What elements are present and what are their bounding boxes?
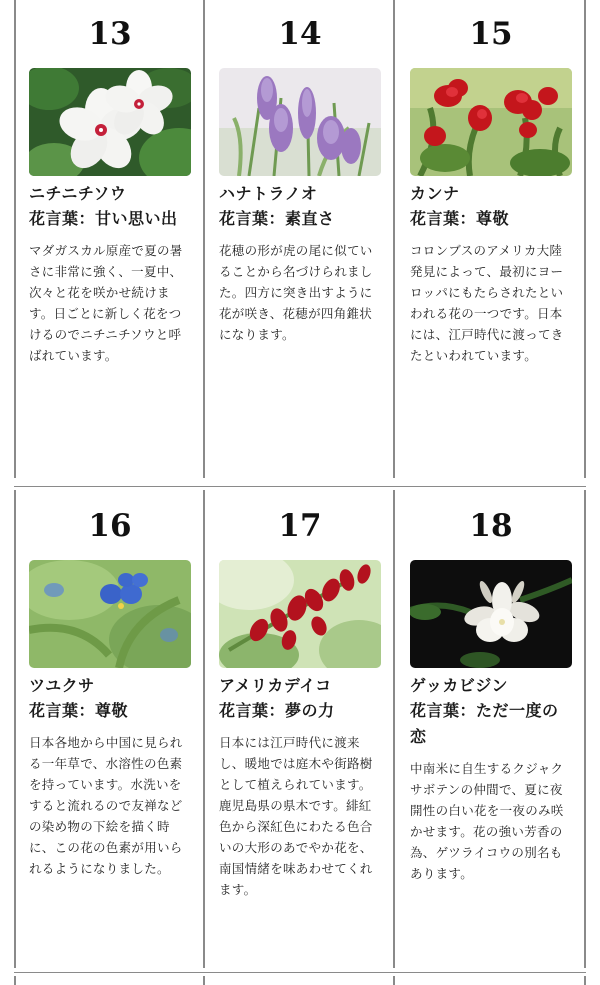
flower-name: ハナトラノオ <box>219 184 318 203</box>
flower-meaning: 花言葉：夢の力 <box>219 701 335 720</box>
flower-description: 花穂の形が虎の尾に似ていることから名づけられました。四方に突き出すように花が咲き、花穂が四角錐状になります。 <box>219 243 373 342</box>
flower-name: ツユクサ <box>29 676 95 695</box>
column-divider <box>203 490 205 968</box>
flower-description: コロンブスのアメリカ大陸発見によって、最初にヨーロッパにもたらされたといわれる花の一つです。日本には、江戸時代に渡ってきたといわれています。 <box>410 243 564 363</box>
red-canna-photo <box>410 68 572 176</box>
day-number: 13 <box>88 16 132 52</box>
column-divider <box>14 490 16 968</box>
purple-obedient-plant-photo <box>219 68 381 176</box>
day-number: 18 <box>469 508 513 544</box>
column-divider <box>393 0 395 478</box>
white-periwinkle-photo <box>29 68 191 176</box>
row-divider <box>14 486 586 487</box>
row-divider <box>14 972 586 973</box>
flower-description: 日本には江戸時代に渡来し、暖地では庭木や街路樹として植えられています。鹿児島県の県木です。緋紅色から深紅色にわたる色合いの大形のあでやか花を、南国情緒を味あわせてくれます。 <box>219 735 373 897</box>
flower-description: 中南米に自生するクジャクサボテンの仲間で、夏に夜開性の白い花を一夜のみ咲かせます。花の強い芳香の為、ゲツライコウの別名もあります。 <box>410 761 564 881</box>
white-night-bloom-photo <box>410 560 572 668</box>
flower-card-14 <box>219 0 381 345</box>
column-divider <box>584 976 586 985</box>
red-coral-tree-photo <box>219 560 381 668</box>
column-divider <box>584 0 586 478</box>
flower-card-15 <box>410 0 572 366</box>
column-divider <box>203 976 205 985</box>
day-number: 16 <box>88 508 132 544</box>
flower-name: カンナ <box>410 184 460 203</box>
column-divider <box>393 976 395 985</box>
flower-meaning: 花言葉：甘い思い出 <box>29 209 178 228</box>
day-number: 15 <box>469 16 513 52</box>
flower-description: 日本各地から中国に見られる一年草で、水溶性の色素を持っています。水洗いをすると流れるので友禅などの染め物の下絵を描く時に、この花の色素が用いられるようになりました。 <box>29 735 183 876</box>
flower-meaning: 花言葉：尊敬 <box>410 209 510 228</box>
blue-dayflower-photo <box>29 560 191 668</box>
flower-card-16 <box>29 492 191 879</box>
day-number: 17 <box>278 508 322 544</box>
flower-meaning: 花言葉：素直さ <box>219 209 335 228</box>
column-divider <box>14 976 16 985</box>
flower-card-18 <box>410 492 572 884</box>
flower-name: ニチニチソウ <box>29 184 127 203</box>
day-number: 14 <box>278 16 322 52</box>
flower-name: アメリカデイコ <box>219 676 332 695</box>
column-divider <box>203 0 205 478</box>
flower-card-17 <box>219 492 381 900</box>
flower-card-13 <box>29 0 191 366</box>
flower-name: ゲッカビジン <box>410 676 508 695</box>
column-divider <box>393 490 395 968</box>
flower-meaning: 花言葉：ただ一度の恋 <box>410 701 559 746</box>
flower-meaning: 花言葉：尊敬 <box>29 701 129 720</box>
flower-description: マダガスカル原産で夏の暑さに非常に強く、一夏中、次々と花を咲かせ続けます。日ごとに新しく花をつけるのでニチニチソウと呼ばれています。 <box>29 243 183 363</box>
column-divider <box>14 0 16 478</box>
column-divider <box>584 490 586 968</box>
